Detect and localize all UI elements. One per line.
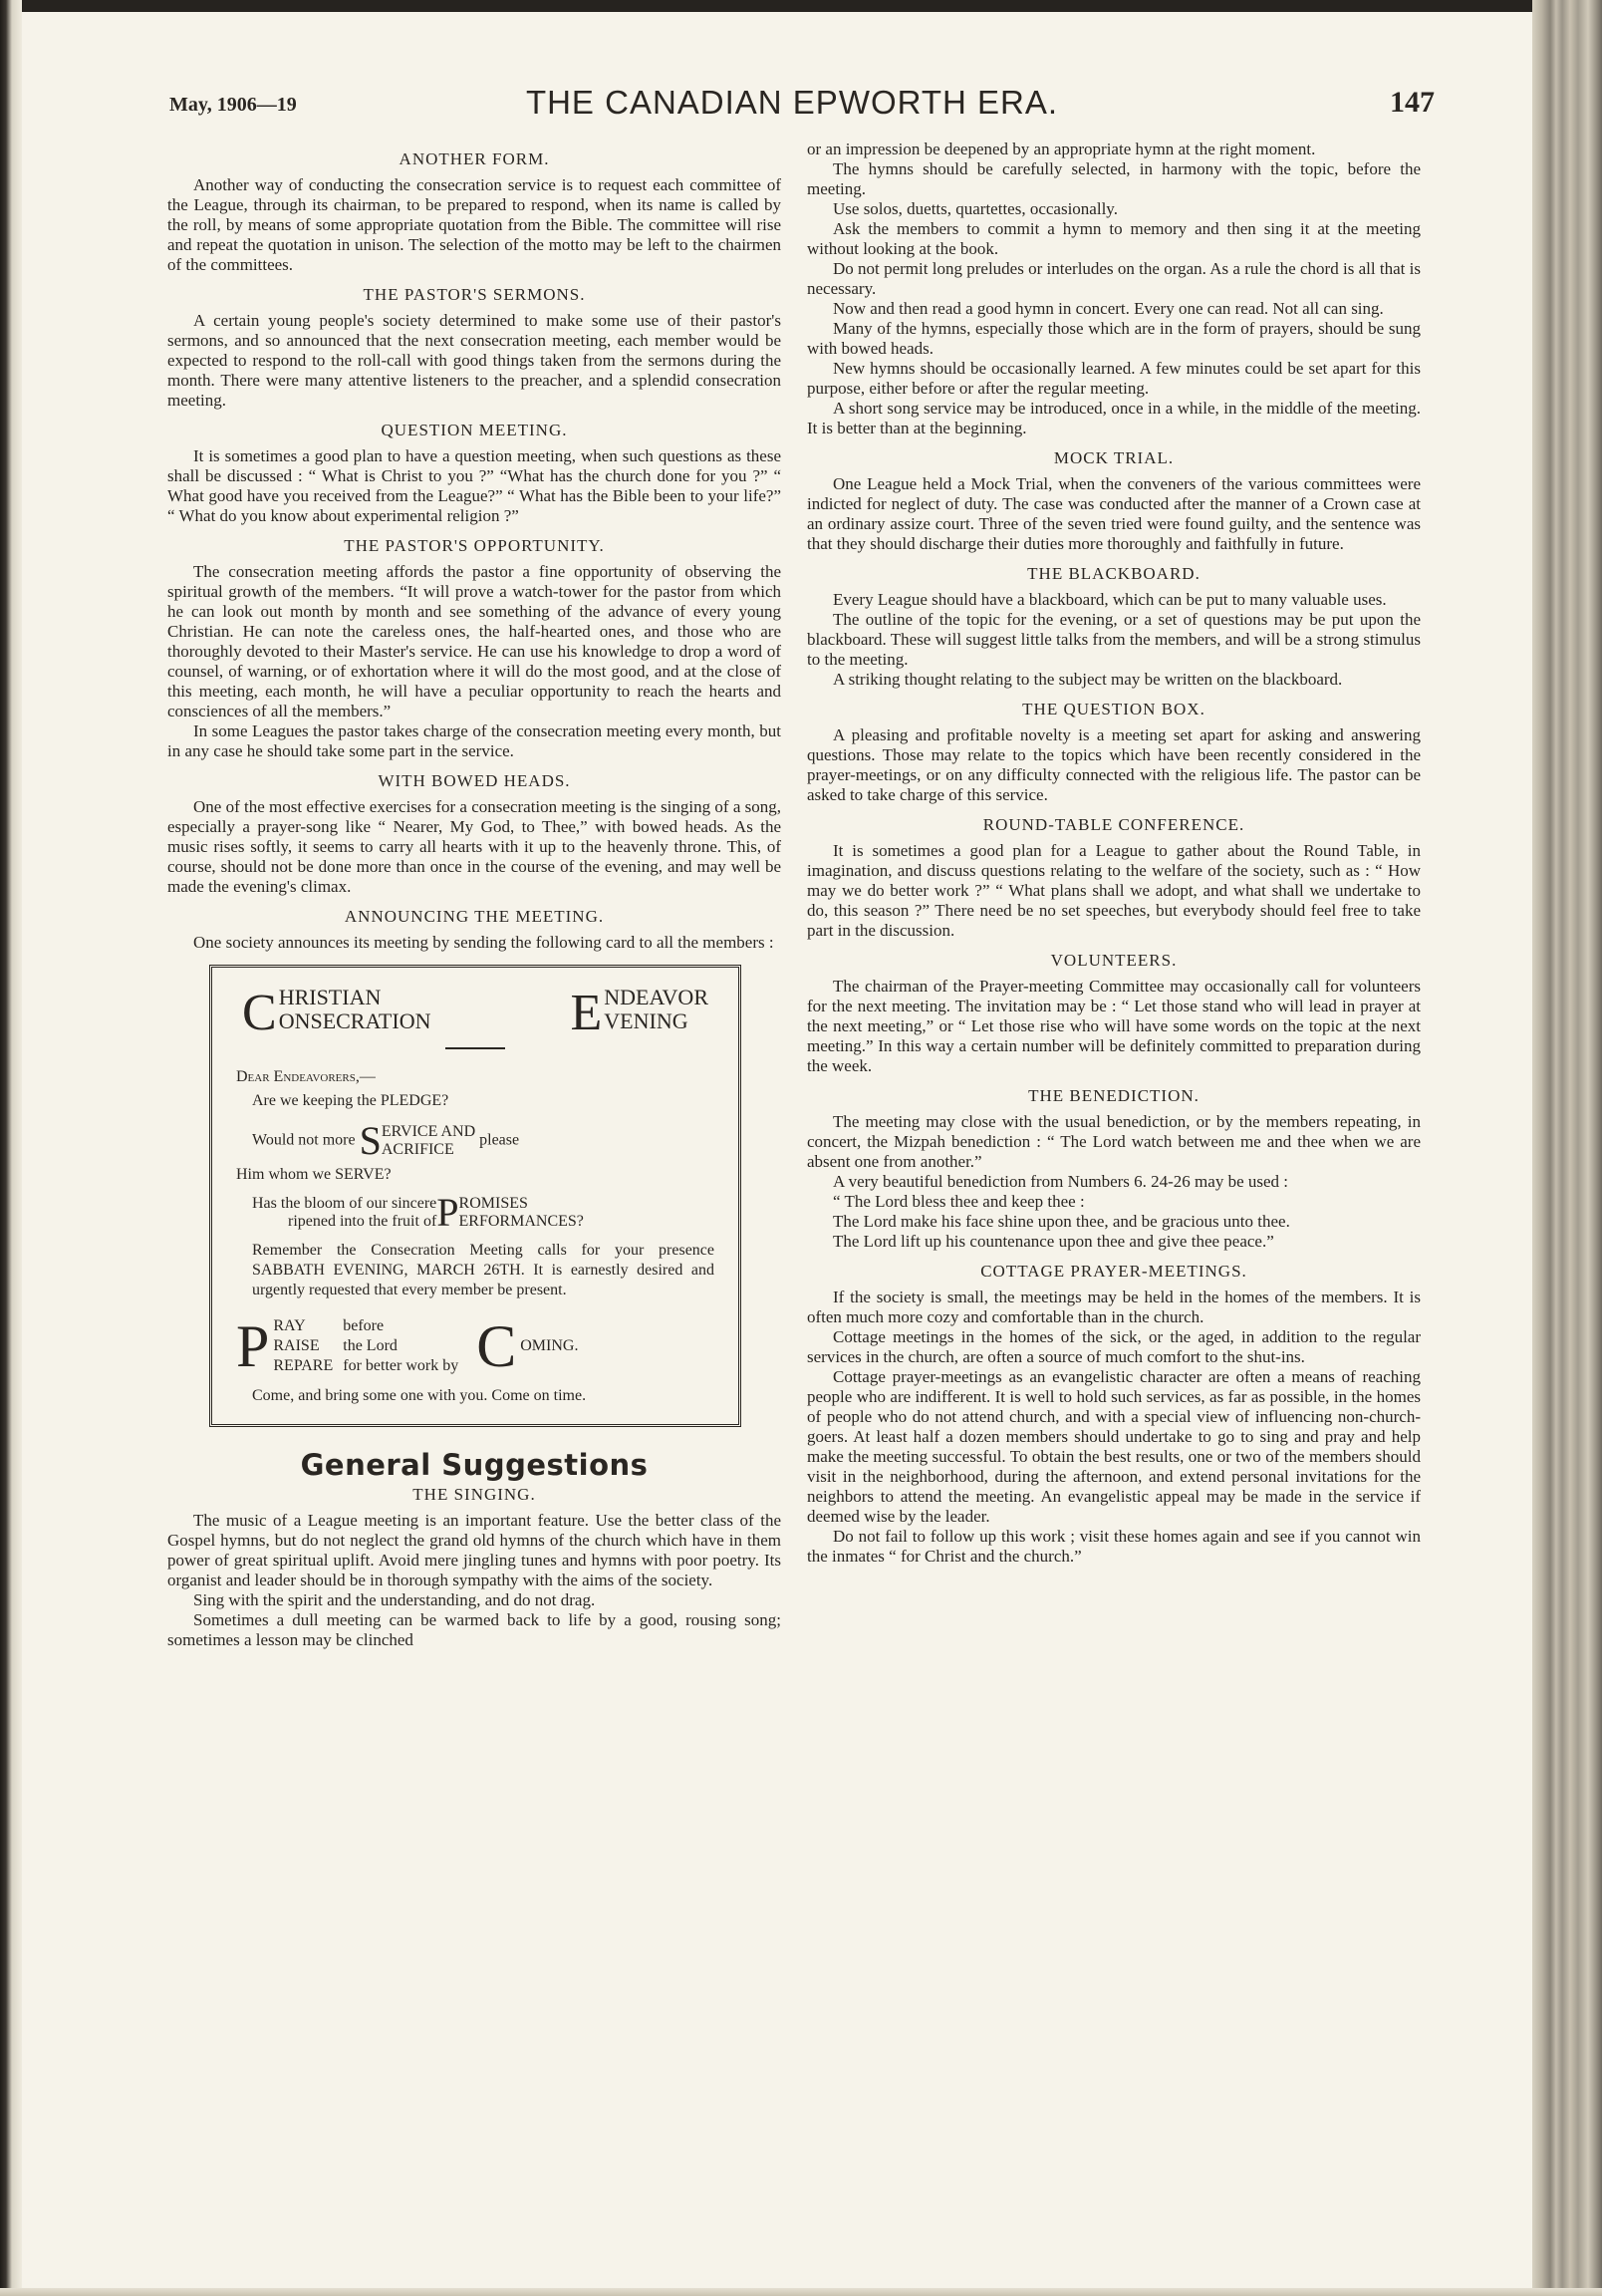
promises-performances bbox=[252, 1190, 584, 1235]
paragraph: One society announces its meeting by sending the following card to all the members : bbox=[193, 933, 774, 952]
paragraph: The chairman of the Prayer-meeting Committee may occasionally call for volunteers for the next meeting. The invitation may be : “ Let those stand who will lead in prayer at the next meeting,” or “ Let those rise who will have some words on the topic at the next meeting.” In this way a certain number will be definitely committed to preparation during the week. bbox=[807, 977, 1421, 1075]
drop-cap: P bbox=[236, 1313, 270, 1379]
card-title-left bbox=[242, 985, 431, 1041]
card-text: the Lord bbox=[343, 1337, 398, 1354]
card-title-word: HRISTIAN bbox=[278, 985, 382, 1009]
paragraph: In some Leagues the pastor takes charge of the consecration meeting every month, but in any case he should take some part in the service. bbox=[167, 721, 781, 760]
service-sacrifice bbox=[359, 1118, 476, 1163]
paragraph: The hymns should be carefully selected, in harmony with the topic, before the meeting. bbox=[807, 159, 1421, 198]
announcement-card bbox=[209, 965, 741, 1427]
card-line: Come, and bring some one with you. Come on time. bbox=[252, 1387, 587, 1404]
card-text: Has the bloom of our sincere bbox=[252, 1195, 437, 1212]
paragraph: A short song service may be introduced, once in a while, in the middle of the meeting. It is better than at the beginning. bbox=[807, 399, 1421, 437]
section-heading: WITH BOWED HEADS. bbox=[378, 771, 571, 790]
section-heading: THE BENEDICTION. bbox=[1028, 1086, 1200, 1105]
drop-cap: E bbox=[570, 985, 603, 1041]
card-text: ERVICE AND bbox=[381, 1123, 476, 1140]
section-heading: COTTAGE PRAYER-MEETINGS. bbox=[980, 1262, 1247, 1281]
card-text: OMING. bbox=[520, 1337, 579, 1354]
section-heading: ROUND-TABLE CONFERENCE. bbox=[982, 815, 1245, 834]
pray-praise-prepare bbox=[236, 1313, 714, 1379]
scripture-verse: “ The Lord bless thee and keep thee : bbox=[833, 1192, 1085, 1211]
paragraph: Every League should have a blackboard, which can be put to many valuable uses. bbox=[833, 590, 1387, 609]
paragraph: New hymns should be occasionally learned. A few minutes could be set apart for this purpose, either before or after the regular meeting. bbox=[807, 359, 1421, 398]
header-title: THE CANADIAN EPWORTH ERA. bbox=[525, 84, 1059, 121]
paragraph: A very beautiful benediction from Numbers 6. 24-26 may be used : bbox=[833, 1172, 1288, 1191]
card-line: Him whom we SERVE? bbox=[236, 1166, 392, 1183]
paragraph: One of the most effective exercises for a consecration meeting is the singing of a song, especially a prayer-song like “ Nearer, My God, to Thee,” with bowed heads. As the music rises softly, it seems to carry all hearts with it up to the heavenly throne. This, of course, should not be done more than once in the course of the evening, and may well be made the evening's climax. bbox=[167, 797, 781, 896]
header-date: May, 1906—19 bbox=[169, 94, 297, 116]
section-heading: MOCK TRIAL. bbox=[1053, 448, 1175, 467]
card-text: before bbox=[343, 1317, 385, 1334]
card-divider bbox=[445, 1047, 505, 1049]
paragraph: Do not fail to follow up this work ; visit these homes again and see if you cannot win the inmates “ for Christ and the church.” bbox=[807, 1527, 1421, 1566]
card-title-right bbox=[570, 985, 708, 1041]
paragraph: Sometimes a dull meeting can be warmed back to life by a good, rousing song; sometimes a lesson may be clinched bbox=[167, 1610, 781, 1649]
paragraph: Use solos, duetts, quartettes, occasionally. bbox=[833, 199, 1118, 218]
section-heading: THE PASTOR'S OPPORTUNITY. bbox=[344, 536, 605, 555]
scan-bottom-edge bbox=[0, 2288, 1602, 2296]
section-heading: QUESTION MEETING. bbox=[381, 421, 568, 439]
card-title bbox=[236, 985, 714, 1041]
card-title-word: NDEAVOR bbox=[604, 985, 708, 1009]
right-column bbox=[807, 140, 1421, 1567]
magazine-page bbox=[149, 60, 1435, 1649]
paragraph: Another way of conducting the consecration service is to request each committee of the League, through its chairman, to be prepared to respond, when its name is called by the roll, by means of some appropriate quotation from the Bible. The committee will rise and repeat the quotation in unison. The selection of the motto may be left to the chairmen of the committees. bbox=[167, 175, 781, 274]
paragraph: Ask the members to commit a hymn to memory and then sing it at the meeting without looking at the book. bbox=[807, 219, 1421, 258]
card-salutation: Dear Endeavorers,— bbox=[236, 1068, 376, 1085]
paragraph: Sing with the spirit and the understanding, and do not drag. bbox=[193, 1590, 596, 1609]
section-heading: VOLUNTEERS. bbox=[1050, 951, 1178, 970]
paragraph: Many of the hymns, especially those which are in the form of prayers, should be sung with bowed heads. bbox=[807, 319, 1421, 358]
card-text: please bbox=[479, 1131, 520, 1149]
card-line bbox=[252, 1118, 714, 1163]
paragraph: The music of a League meeting is an important feature. Use the better class of the Gospel hymns, but do not neglect the grand old hymns of the church which have in them power of great spiritual uplift. Avoid mere jingling tunes and hymns with poor poetry. Its organist and leader should be in thorough sympathy with the aims of the society. bbox=[167, 1511, 781, 1589]
paragraph: A striking thought relating to the subject may be written on the blackboard. bbox=[833, 670, 1343, 689]
drop-cap: P bbox=[436, 1190, 459, 1235]
section-heading: ANOTHER FORM. bbox=[399, 149, 550, 168]
paragraph: or an impression be deepened by an appropriate hymn at the right moment. bbox=[807, 140, 1316, 158]
card-text: for better work by bbox=[343, 1357, 459, 1374]
card-text: ACRIFICE bbox=[381, 1141, 454, 1158]
paragraph: Cottage meetings in the homes of the sick, or the aged, in addition to the regular services in the church, are often a source of much comfort to the shut-ins. bbox=[807, 1327, 1421, 1366]
card-line: Are we keeping the PLEDGE? bbox=[252, 1092, 449, 1109]
book-spine-edge bbox=[1532, 0, 1602, 2296]
drop-cap: C bbox=[476, 1313, 517, 1379]
paragraph: A certain young people's society determined to make some use of their pastor's sermons, and so announced that the next consecration meeting, each member would be expected to respond to the roll-call with good things taken from the sermons during the month. There were many attentive listeners to the preacher, and a splendid consecration meeting. bbox=[167, 311, 781, 410]
card-text: REPARE bbox=[273, 1357, 334, 1374]
paragraph: It is sometimes a good plan for a League to gather about the Round Table, in imagination, and discuss questions relating to the welfare of the society, such as : “ How may we do better work ?” “ What plans shall we adopt, and what shall we undertake to do, this season ?” There need be no set speeches, but everybody should feel free to take part in the discussion. bbox=[807, 841, 1421, 940]
left-column bbox=[167, 140, 781, 1650]
section-heading: ANNOUNCING THE MEETING. bbox=[344, 907, 605, 926]
scripture-verse: The Lord lift up his countenance upon thee and give thee peace.” bbox=[833, 1232, 1274, 1251]
paragraph: The consecration meeting affords the pastor a fine opportunity of observing the spiritual growth of the members. “It will prove a watch-tower for the pastor from which he can look out month by month and see something of the advance of every young Christian. He can note the careless ones, the half-hearted ones, and those who are thoroughly devoted to their Master's service. He can use his knowledge to drop a word of counsel, of warning, or of exhortation where it will do the most good, and at the close of this meeting, each month, he will have a peculiar opportunity to reach the hearts and consciences of all the members.” bbox=[167, 562, 781, 720]
section-heading: THE PASTOR'S SERMONS. bbox=[363, 285, 586, 304]
paragraph: A pleasing and profitable novelty is a meeting set apart for asking and answering questions. Those may relate to the topics which have been recently considered in the prayer-meetings, or on any difficulty connected with the religious life. The pastor can be asked to take charge of this service. bbox=[807, 725, 1421, 804]
page-number: 147 bbox=[1390, 86, 1435, 119]
paragraph: Cottage prayer-meetings as an evangelistic character are often a means of reaching people who are indifferent. It is well to hold such services, as far as possible, in the homes of people who do not attend church, and with a special view of influencing non-church-goers. At least half a dozen members should undertake to go to sing and pray and help make the meeting successful. To obtain the best results, one or two of the members should visit in the neighborhood, during the afternoon, and extend personal invitations for the neighbors to attend the meeting. An evangelistic appeal may be made in the service if deemed wise by the leader. bbox=[807, 1367, 1421, 1526]
running-header bbox=[149, 60, 1435, 130]
paragraph: The outline of the topic for the evening, or a set of questions may be put upon the blackboard. These will suggest little talks from the members, and will be a strong stimulus to the meeting. bbox=[807, 610, 1421, 669]
scripture-verse: The Lord make his face shine upon thee, and be gracious unto thee. bbox=[833, 1212, 1290, 1231]
card-text: Would not more bbox=[252, 1131, 356, 1149]
paragraph: Now and then read a good hymn in concert. Every one can read. Not all can sing. bbox=[833, 299, 1384, 318]
section-heading: THE SINGING. bbox=[412, 1485, 536, 1504]
card-text: ERFORMANCES? bbox=[458, 1213, 584, 1230]
card-text: ripened into the fruit of bbox=[287, 1213, 437, 1230]
section-heading: THE QUESTION BOX. bbox=[1022, 700, 1205, 718]
paragraph: One League held a Mock Trial, when the conveners of the various committees were indicted for neglect of duty. The case was conducted after the manner of a Crown case at an ordinary assize court. Three of the seven tried were found guilty, and the sentence was that they should discharge their duties more thoroughly and faithfully in future. bbox=[807, 474, 1421, 553]
section-heading: THE BLACKBOARD. bbox=[1027, 564, 1201, 583]
card-line bbox=[252, 1190, 714, 1235]
paragraph: It is sometimes a good plan to have a question meeting, when such questions as these shall be discussed : “ What is Christ to you ?” “What has the church done for you ?” “ What good have you received from the League?” “ What has the Bible been to your life?” “ What do you know about experimental religion ?” bbox=[167, 446, 781, 525]
card-line: Remember the Consecration Meeting calls for your presence SABBATH EVENING, MARCH 26TH. It is earnestly desired and urgently requested that every member be present. bbox=[252, 1242, 714, 1298]
card-text: RAY bbox=[273, 1317, 306, 1334]
drop-cap: C bbox=[242, 985, 277, 1041]
paragraph: If the society is small, the meetings may be held in the homes of the members. It is often much more cozy and comfortable than in the church. bbox=[807, 1288, 1421, 1326]
card-title-word: VENING bbox=[604, 1008, 688, 1033]
card-title-word: ONSECRATION bbox=[278, 1008, 431, 1033]
card-text: ROMISES bbox=[458, 1195, 528, 1212]
scan-top-border bbox=[0, 0, 1602, 12]
scan-left-border bbox=[0, 0, 22, 2296]
drop-cap: S bbox=[359, 1118, 382, 1163]
general-suggestions-heading: General Suggestions bbox=[300, 1448, 649, 1482]
card-text: RAISE bbox=[273, 1337, 320, 1354]
paragraph: Do not permit long preludes or interludes on the organ. As a rule the chord is all that is necessary. bbox=[807, 259, 1421, 298]
paragraph: The meeting may close with the usual benediction, or by the members repeating, in concert, the Mizpah benediction : “ The Lord watch between me and thee when we are absent one from another.” bbox=[807, 1112, 1421, 1171]
